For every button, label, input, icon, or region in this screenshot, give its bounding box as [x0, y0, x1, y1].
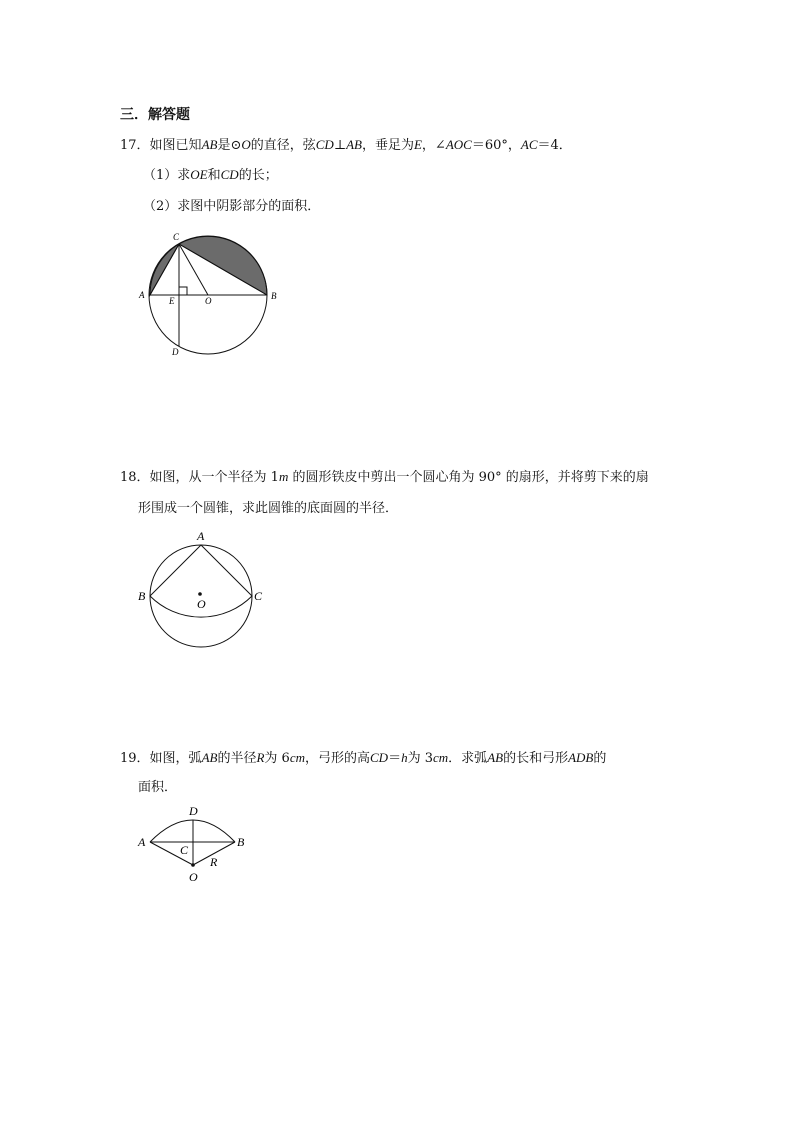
text-fragment: 是⊙: [217, 138, 242, 153]
q17-label-e: E: [169, 296, 175, 306]
q17-shaded-segment-right: [179, 236, 267, 295]
text-fragment: 的长；: [238, 168, 278, 183]
q19-label-r: R: [210, 855, 218, 869]
text-fragment: ＝60°，: [471, 138, 521, 153]
q18-label-o: O: [197, 597, 206, 611]
text-fragment: 为 3: [407, 751, 433, 766]
text-fragment: OE: [190, 167, 208, 182]
text-fragment: ⊥: [333, 138, 347, 153]
text-fragment: ADB: [568, 750, 594, 765]
text-fragment: 如图，弧: [149, 751, 202, 766]
q19-label-d: D: [189, 804, 198, 818]
text-fragment: 和: [207, 168, 221, 183]
text-fragment: CD: [370, 750, 389, 765]
text-fragment: ，弓形的高: [305, 751, 371, 766]
q18-label-b: B: [138, 589, 146, 603]
text-fragment: 的圆形铁皮中剪出一个圆心角为 90° 的扇形，并将剪下来的扇: [288, 470, 649, 485]
text-fragment: AB: [201, 750, 218, 765]
q18-circle: [150, 545, 252, 647]
q18-segment-ab: [150, 545, 201, 596]
text-fragment: 的半径: [217, 751, 257, 766]
text-fragment: cm: [433, 750, 449, 765]
text-fragment: ．求弧: [448, 751, 488, 766]
q17-right-angle-mark: [179, 287, 187, 295]
q18-number: 18．: [120, 470, 150, 485]
q17-label-a: A: [139, 290, 145, 300]
text-fragment: AC: [520, 137, 538, 152]
q19-center-dot: [191, 863, 195, 867]
text-fragment: 如图，从一个半径为 1: [149, 470, 279, 485]
text-fragment: E: [413, 137, 422, 152]
q18-label-c: C: [254, 589, 263, 603]
q19-figure: [135, 800, 255, 885]
text-fragment: CD: [315, 137, 334, 152]
q17-number: 17．: [120, 138, 150, 153]
q18-statement-line1: [120, 468, 649, 487]
q17-label-c: C: [173, 232, 180, 242]
q18-center-dot: [198, 592, 202, 596]
text-fragment: 的直径，弦: [250, 138, 316, 153]
text-fragment: AB: [201, 137, 218, 152]
q17-label-o: O: [205, 296, 212, 306]
q17-figure: [135, 228, 295, 368]
text-fragment: （1）求: [143, 168, 191, 183]
q17-subquestion-2: （2）求图中阴影部分的面积．: [143, 199, 321, 214]
text-fragment: ，∠: [421, 138, 446, 153]
q17-statement: [120, 136, 572, 155]
text-fragment: h: [401, 750, 408, 765]
text-fragment: AB: [487, 750, 504, 765]
text-fragment: 如图已知: [149, 138, 202, 153]
q17-label-d: D: [172, 347, 179, 357]
text-fragment: O: [241, 137, 251, 152]
q18-label-a: A: [197, 529, 205, 543]
q19-label-a: A: [138, 835, 146, 849]
text-fragment: m: [278, 469, 289, 484]
text-fragment: 的: [593, 751, 607, 766]
text-fragment: CD: [220, 167, 239, 182]
text-fragment: cm: [289, 750, 305, 765]
q18-segment-ac: [201, 545, 252, 596]
q17-subquestion-1: [143, 166, 278, 185]
q19-label-o: O: [189, 870, 198, 884]
q19-label-b: B: [237, 835, 245, 849]
text-fragment: ＝: [388, 751, 402, 766]
text-fragment: ＝4．: [537, 138, 572, 153]
text-fragment: ，垂足为: [361, 138, 414, 153]
text-fragment: AB: [346, 137, 362, 152]
q19-number: 19．: [120, 751, 150, 766]
q17-label-b: B: [271, 291, 277, 301]
text-fragment: R: [256, 750, 265, 765]
section-title: 三．解答题: [120, 107, 190, 123]
q18-statement-line2: 形围成一个圆锥，求此圆锥的底面圆的半径．: [138, 501, 399, 516]
text-fragment: AOC: [445, 137, 472, 152]
text-fragment: 的长和弓形: [503, 751, 569, 766]
q19-statement-line2: 面积．: [138, 780, 178, 795]
text-fragment: 为 6: [264, 751, 290, 766]
q19-label-c: C: [180, 843, 189, 857]
q19-statement-line1: [120, 749, 606, 768]
q18-figure: [135, 525, 275, 655]
